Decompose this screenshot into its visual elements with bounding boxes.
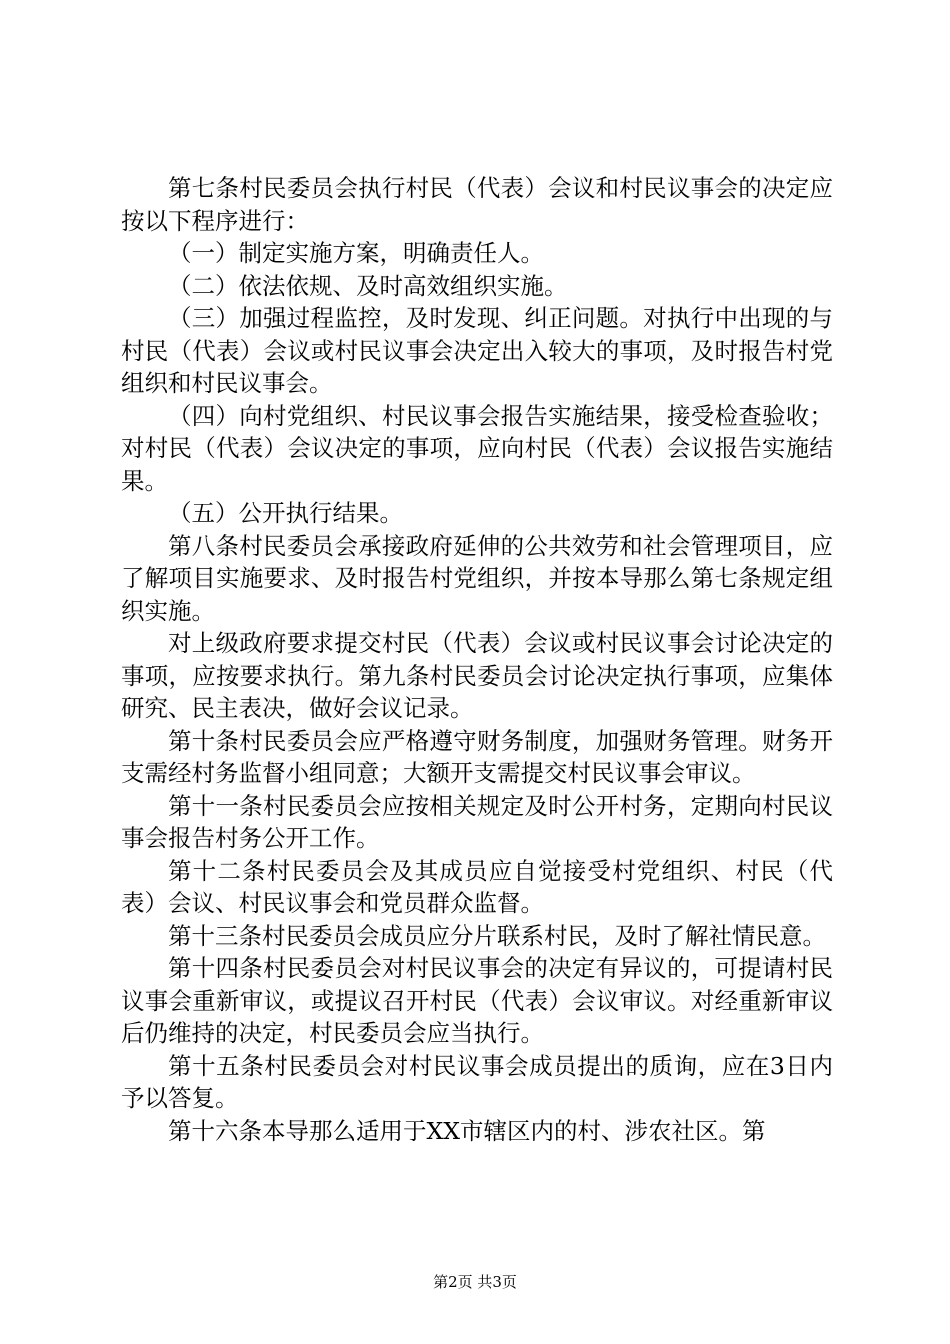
paragraph-item-2: （二）依法依规、及时高效组织实施。 bbox=[168, 271, 568, 300]
paragraph-item-1: （一）制定实施方案，明确责任人。 bbox=[168, 239, 544, 267]
paragraph-item-4: （四）向村党组织、村民议事会报告实施结果，接受检查验收；对村民（代表）会议决定的事项，应向村民（代表）会议报告实施结果。 bbox=[121, 401, 833, 495]
paragraph-article-8-9: 对上级政府要求提交村民（代表）会议或村民议事会讨论决定的事项，应按要求执行。第九条村民委员会讨论决定执行事项，应集体研究、民主表决，做好会议记录。 bbox=[121, 629, 833, 722]
paragraph-article-7: 第七条村民委员会执行村民（代表）会议和村民议事会的决定应按以下程序进行： bbox=[121, 174, 833, 235]
page-number-footer: 第2页 共3页 bbox=[433, 1273, 517, 1291]
paragraph-article-12: 第十二条村民委员会及其成员应自觉接受村党组织、村民（代表）会议、村民议事会和党员群众监督。 bbox=[121, 856, 833, 917]
paragraph-article-10: 第十条村民委员会应严格遵守财务制度，加强财务管理。财务开支需经村务监督小组同意；大额开支需提交村民议事会审议。 bbox=[121, 726, 833, 787]
paragraph-item-3: （三）加强过程监控，及时发现、纠正问题。对执行中出现的与村民（代表）会议或村民议事会决定出入较大的事项，及时报告村党组织和村民议事会。 bbox=[121, 304, 833, 397]
paragraph-article-15: 第十五条村民委员会对村民议事会成员提出的质询，应在3日内予以答复。 bbox=[121, 1051, 833, 1112]
paragraph-article-8: 第八条村民委员会承接政府延伸的公共效劳和社会管理项目，应了解项目实施要求、及时报告村党组织，并按本导那么第七条规定组织实施。 bbox=[121, 531, 833, 625]
document-body bbox=[121, 172, 833, 1147]
paragraph-article-13: 第十三条村民委员会成员应分片联系村民，及时了解社情民意。 bbox=[168, 921, 826, 950]
paragraph-article-11: 第十一条村民委员会应按相关规定及时公开村务，定期向村民议事会报告村务公开工作。 bbox=[121, 791, 833, 852]
paragraph-item-5: （五）公开执行结果。 bbox=[168, 499, 403, 527]
paragraph-article-14: 第十四条村民委员会对村民议事会的决定有异议的，可提请村民议事会重新审议，或提议召开村民（代表）会议审议。对经重新审议后仍维持的决定，村民委员会应当执行。 bbox=[121, 954, 833, 1047]
paragraph-article-16: 第十六条本导那么适用于XX市辖区内的村、涉农社区。第 bbox=[168, 1116, 766, 1145]
